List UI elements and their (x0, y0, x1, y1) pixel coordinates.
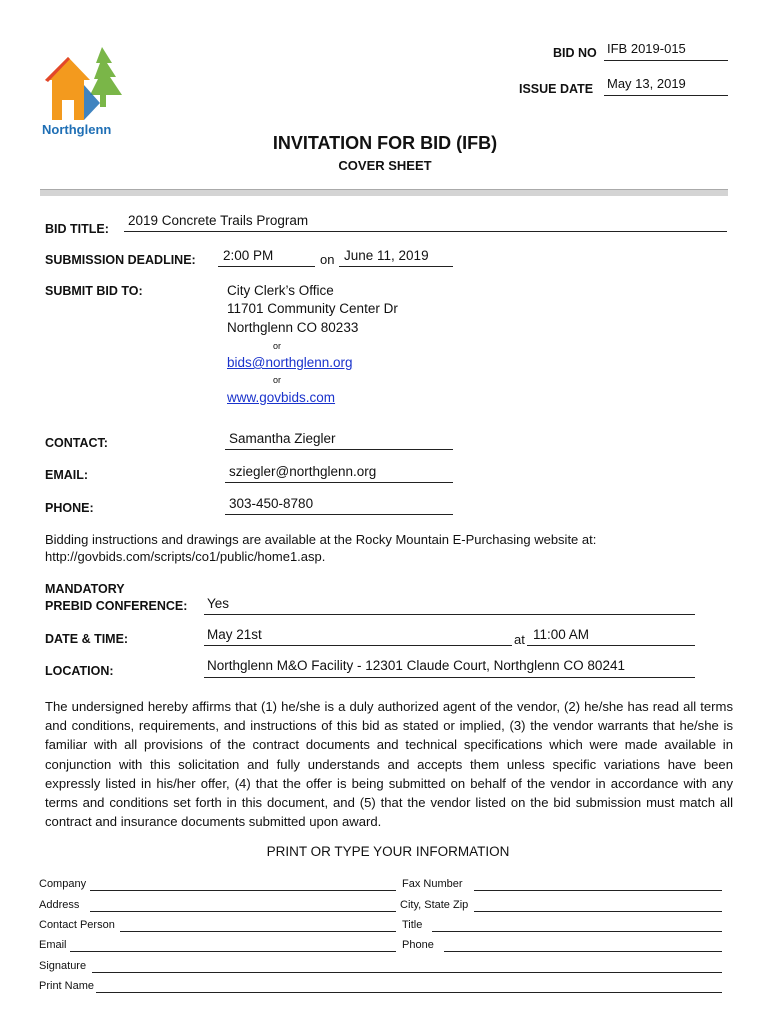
mandatory-label: MANDATORY (45, 582, 125, 596)
time-underline (527, 645, 695, 646)
fax-label: Fax Number (402, 878, 463, 890)
location-value: Northglenn M&O Facility - 12301 Claude Court, Northglenn CO 80241 (207, 658, 625, 673)
conference-value: Yes (207, 596, 230, 611)
issue-date-label: ISSUE DATE (519, 82, 594, 96)
instructions-line-1: Bidding instructions and drawings are available at the Rocky Mountain E-Purchasing website at: (45, 532, 597, 547)
bid-no-underline (604, 60, 728, 61)
city-state-zip-field[interactable] (474, 911, 722, 912)
email-underline (225, 482, 453, 483)
bid-no-value: IFB 2019-015 (607, 41, 686, 56)
issue-date-underline (604, 95, 728, 96)
form-heading: PRINT OR TYPE YOUR INFORMATION (266, 844, 510, 859)
conference-label: PREBID CONFERENCE: (45, 599, 188, 613)
logo-text: Northglenn (42, 122, 112, 137)
conference-underline (204, 614, 695, 615)
bid-no-label: BID NO (553, 46, 597, 60)
bid-title-label: BID TITLE: (45, 222, 109, 236)
location-underline (204, 677, 695, 678)
contact-value: Samantha Ziegler (229, 431, 336, 446)
phone-form-label: Phone (402, 939, 434, 951)
at-label: at (514, 632, 525, 647)
northglenn-logo (40, 45, 130, 145)
deadline-label: SUBMISSION DEADLINE: (45, 253, 196, 267)
company-field[interactable] (90, 890, 396, 891)
company-label: Company (39, 878, 87, 890)
affirmation-paragraph: The undersigned hereby affirms that (1) he/she is a duly authorized agent of the vendor, (2) he/she has read all terms and conditions, requirements, and instructions of this bid as stated or implied, (3) the vendor warrants that he/she is familiar with all provisions of the contract documents and technical specifications which were made available in conjunction with this solicitation and fully understands and accepts them unless specific variations have been expressly listed in his/her offer, (4) that the offer is being submitted on behalf of the vendor in accordance with any terms and conditions set forth in this document, and (5) that the vendor listed on the bid submission must match all contract and insurance documents submitted upon award. (45, 699, 733, 830)
submit-label: SUBMIT BID TO: (45, 284, 143, 298)
address-line-1: City Clerk’s Office (227, 283, 334, 298)
issue-date-value: May 13, 2019 (607, 76, 686, 91)
govbids-link[interactable]: www.govbids.com (227, 390, 336, 405)
deadline-date-underline (339, 266, 453, 267)
address-label: Address (39, 899, 80, 911)
title-label: Title (402, 919, 423, 931)
title-divider (40, 189, 728, 196)
title-field[interactable] (432, 931, 722, 932)
signature-field[interactable] (92, 972, 722, 973)
email-field[interactable] (70, 951, 396, 952)
phone-underline (225, 514, 453, 515)
email-label: EMAIL: (45, 468, 89, 482)
address-line-2: 11701 Community Center Dr (227, 301, 398, 316)
deadline-time-underline (218, 266, 315, 267)
contact-underline (225, 449, 453, 450)
address-field[interactable] (90, 911, 396, 912)
contact-person-label: Contact Person (39, 919, 115, 931)
or-separator: or (273, 341, 282, 351)
bids-email-link[interactable]: bids@northglenn.org (227, 355, 353, 370)
fax-field[interactable] (474, 890, 722, 891)
phone-label: PHONE: (45, 501, 94, 515)
phone-field[interactable] (444, 951, 722, 952)
print-name-field[interactable] (96, 992, 722, 993)
contact-label: CONTACT: (45, 436, 108, 450)
datetime-label: DATE & TIME: (45, 632, 129, 646)
contact-person-field[interactable] (120, 931, 396, 932)
date-value: May 21st (207, 627, 262, 642)
email-form-label: Email (39, 939, 67, 951)
deadline-on: on (320, 252, 335, 267)
page-subtitle: COVER SHEET (338, 158, 432, 173)
or-separator: or (273, 375, 282, 385)
location-label: LOCATION: (45, 664, 114, 678)
signature-label: Signature (39, 960, 87, 972)
city-state-zip-label: City, State Zip (400, 899, 469, 911)
deadline-time: 2:00 PM (223, 248, 274, 263)
bid-title-underline (124, 231, 727, 232)
address-line-3: Northglenn CO 80233 (227, 320, 359, 335)
print-name-label: Print Name (39, 980, 95, 992)
email-value: sziegler@northglenn.org (229, 464, 377, 479)
instructions-line-2: http://govbids.com/scripts/co1/public/home1.asp. (45, 549, 326, 564)
time-value: 11:00 AM (533, 627, 590, 642)
phone-value: 303-450-8780 (229, 496, 314, 511)
page-title: INVITATION FOR BID (IFB) (272, 133, 498, 153)
date-underline (204, 645, 512, 646)
bid-title-value: 2019 Concrete Trails Program (128, 213, 309, 228)
deadline-date: June 11, 2019 (344, 248, 429, 263)
